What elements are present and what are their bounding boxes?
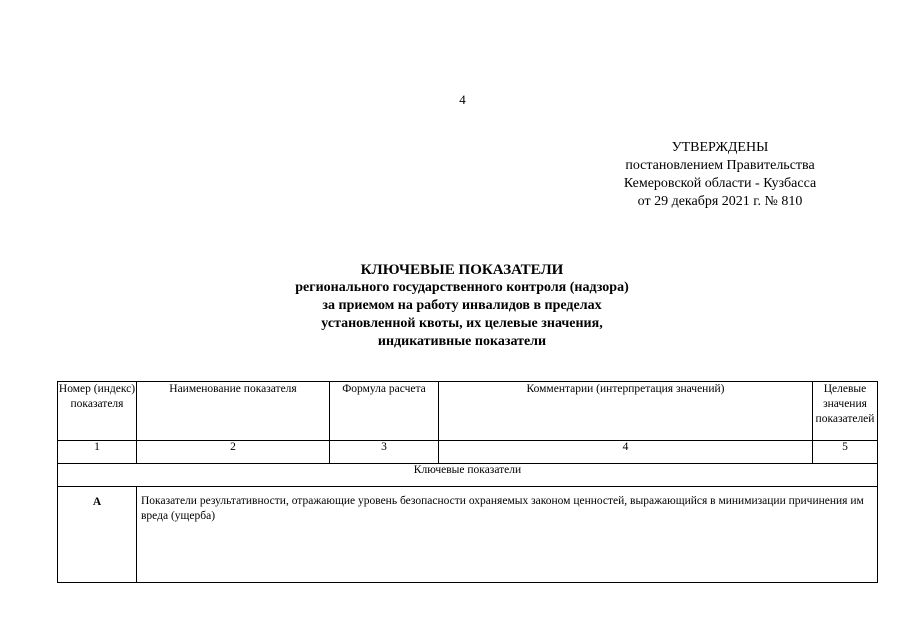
title-line-2: регионального государственного контроля (надзора) — [295, 280, 629, 295]
title-line-4: установленной квоты, их целевые значения, — [321, 316, 603, 331]
approval-line-2: постановлением Правительства — [625, 158, 815, 173]
table-header-row — [58, 382, 878, 441]
title-line-5: индикативные показатели — [377, 334, 547, 349]
approval-line-3: Кемеровской области - Кузбасса — [623, 176, 817, 191]
column-number: 1 — [58, 441, 137, 464]
column-number: 2 — [137, 441, 330, 464]
title-main: КЛЮЧЕВЫЕ ПОКАЗАТЕЛИ — [360, 262, 564, 278]
header-index: Номер (индекс) показателя — [58, 382, 137, 441]
header-name: Наименование показателя — [137, 382, 330, 441]
section-title: Ключевые показатели — [58, 464, 878, 487]
table-row — [58, 487, 878, 583]
title-line-3: за приемом на работу инвалидов в пределах — [322, 298, 602, 313]
approval-line-1: УТВЕРЖДЕНЫ — [671, 140, 769, 155]
header-target-values: Целевые значения показателей — [813, 382, 878, 441]
row-description: Показатели результативности, отражающие уровень безопасности охраняемых законом ценностей, выражающийся в минимизации причинения им вреда (ущерба) — [137, 487, 878, 583]
header-formula: Формула расчета — [330, 382, 439, 441]
row-index: А — [58, 487, 137, 583]
approval-stamp — [600, 139, 840, 211]
indicators-table — [57, 381, 878, 583]
document-title — [212, 261, 712, 351]
column-number: 4 — [439, 441, 813, 464]
approval-line-4: от 29 декабря 2021 г. № 810 — [637, 194, 803, 209]
header-comments: Комментарии (интерпретация значений) — [439, 382, 813, 441]
column-number-row — [58, 441, 878, 464]
column-number: 5 — [813, 441, 878, 464]
section-row — [58, 464, 878, 487]
column-number: 3 — [330, 441, 439, 464]
page-number: 4 — [459, 92, 466, 107]
